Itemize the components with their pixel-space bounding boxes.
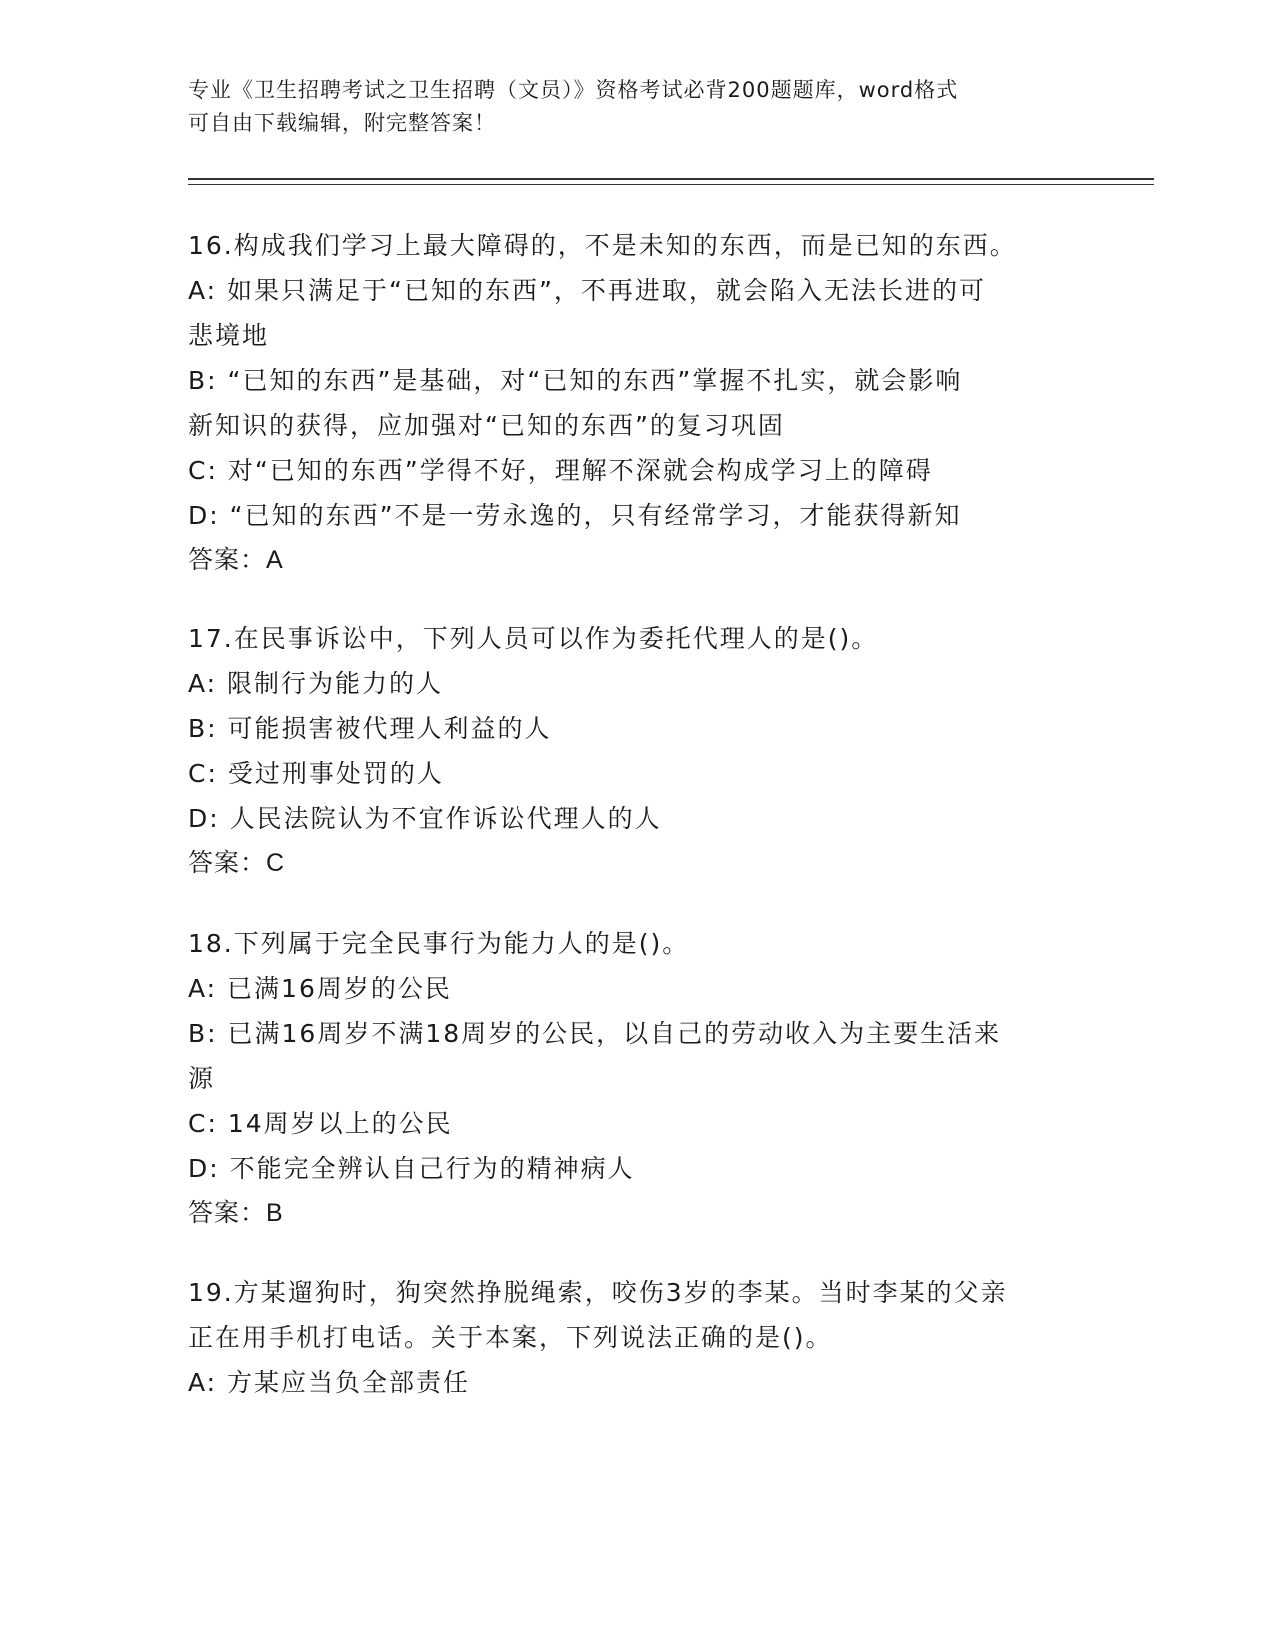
option-b: B: “已知的东西”是基础，对“已知的东西”掌握不扎实，就会影响 xyxy=(188,366,963,395)
option-d: D: 不能完全辨认自己行为的精神病人 xyxy=(188,1154,635,1183)
question-18 xyxy=(188,921,1088,1236)
option-c: C: 对“已知的东西”学得不好，理解不深就会构成学习上的障碍 xyxy=(188,456,933,485)
option-a: A: 方某应当负全部责任 xyxy=(188,1368,471,1397)
answer: 答案：B xyxy=(188,1199,284,1227)
option-a: A: 如果只满足于“已知的东西”，不再进取，就会陷入无法长进的可 xyxy=(188,276,986,305)
header-line-2: 可自由下载编辑，附完整答案！ xyxy=(188,111,496,135)
option-c: C: 14周岁以上的公民 xyxy=(188,1109,453,1138)
question-17 xyxy=(188,616,1088,886)
option-c: C: 受过刑事处罚的人 xyxy=(188,759,444,788)
document-header xyxy=(188,74,1068,140)
option-b: B: 已满16周岁不满18周岁的公民，以自己的劳动收入为主要生活来 xyxy=(188,1019,1002,1048)
question-16 xyxy=(188,223,1088,583)
header-divider xyxy=(188,178,1154,185)
answer: 答案：C xyxy=(188,849,286,877)
header-line-1: 专业《卫生招聘考试之卫生招聘（文员）》资格考试必背200题题库，word格式 xyxy=(188,78,959,102)
question-stem: 17.在民事诉讼中，下列人员可以作为委托代理人的是()。 xyxy=(188,624,879,653)
option-a: A: 已满16周岁的公民 xyxy=(188,974,452,1003)
option-b-cont: 源 xyxy=(188,1064,216,1093)
option-a: A: 限制行为能力的人 xyxy=(188,669,444,698)
question-stem: 19.方某遛狗时，狗突然挣脱绳索，咬伤3岁的李某。当时李某的父亲 xyxy=(188,1278,1008,1307)
question-stem: 18.下列属于完全民事行为能力人的是()。 xyxy=(188,929,690,958)
answer: 答案：A xyxy=(188,546,284,574)
question-stem-cont: 正在用手机打电话。关于本案，下列说法正确的是()。 xyxy=(188,1323,833,1352)
option-b: B: 可能损害被代理人利益的人 xyxy=(188,714,552,743)
option-b-cont: 新知识的获得，应加强对“已知的东西”的复习巩固 xyxy=(188,411,785,440)
option-d: D: 人民法院认为不宜作诉讼代理人的人 xyxy=(188,804,662,833)
question-19 xyxy=(188,1270,1088,1405)
question-stem: 16.构成我们学习上最大障碍的，不是未知的东西，而是已知的东西。 xyxy=(188,231,1017,260)
option-d: D: “已知的东西”不是一劳永逸的，只有经常学习，才能获得新知 xyxy=(188,501,962,530)
option-a-cont: 悲境地 xyxy=(188,321,270,350)
